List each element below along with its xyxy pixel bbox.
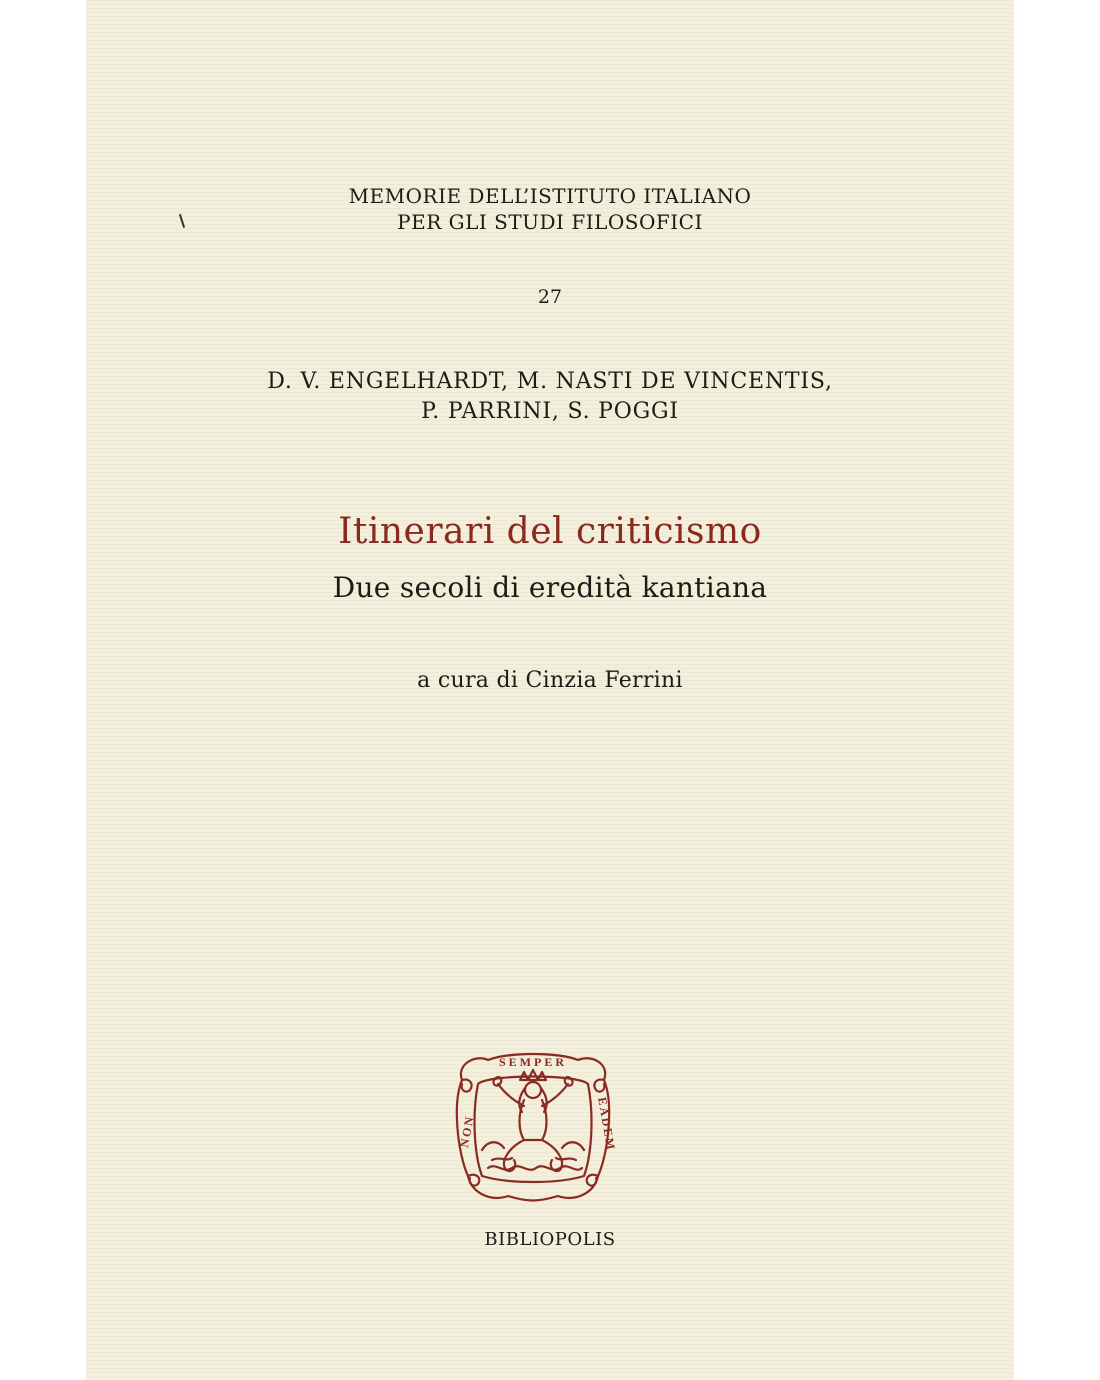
series-title-line-2: PER GLI STUDI FILOSOFICI xyxy=(397,210,703,234)
editor-credit: a cura di Cinzia Ferrini xyxy=(417,668,683,693)
series-title-line-1: MEMORIE DELL’ISTITUTO ITALIANO xyxy=(348,184,752,208)
book-title: Itinerari del criticismo xyxy=(338,511,762,552)
siren-emblem-icon xyxy=(448,1044,618,1208)
motto-left: NON xyxy=(457,1113,477,1149)
authors-line-1: D. V. ENGELHARDT, M. NASTI DE VINCENTIS, xyxy=(267,369,833,394)
motto-top: SEMPER xyxy=(498,1055,568,1069)
motto-right: EADEM xyxy=(595,1096,618,1153)
volume-number: 27 xyxy=(537,286,563,308)
publisher-name: BIBLIOPOLIS xyxy=(484,1229,616,1250)
book-cover xyxy=(86,0,1014,1380)
series-title xyxy=(86,183,1014,235)
book-subtitle: Due secoli di eredità kantiana xyxy=(332,571,768,604)
authors-line-2: P. PARRINI, S. POGGI xyxy=(421,399,679,424)
authors xyxy=(86,367,1014,427)
